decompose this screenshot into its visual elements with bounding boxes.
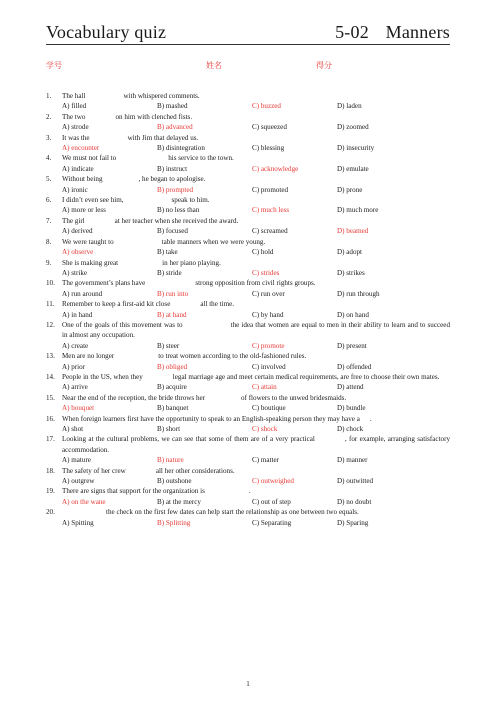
question-text (62, 351, 450, 361)
question-stem-before: When foreign learners first have the opportunity to speak to an English-speaking person they may have a (62, 414, 360, 423)
correct-option: B) nature (157, 456, 184, 465)
option: B) steer (157, 341, 180, 350)
question-item (46, 174, 450, 195)
question-item (46, 351, 450, 372)
option-row (46, 122, 450, 132)
option: C) hold (252, 248, 274, 257)
option-row (46, 382, 450, 392)
question-item (46, 466, 450, 487)
question-stem-before: The government’s plans have (62, 279, 146, 288)
option: D) on hand (337, 310, 369, 319)
question-stem-before: Men are no longer (62, 352, 115, 361)
question-stem-after: all her other considerations. (155, 466, 235, 475)
correct-option: C) outweighed (252, 477, 294, 486)
question-item (46, 393, 450, 414)
question-text (62, 195, 450, 205)
correct-option: A) observe (62, 248, 94, 257)
question-stem-before: One of the goals of this movement was to (62, 320, 183, 329)
option-row (46, 268, 450, 278)
question-item (46, 237, 450, 258)
question-stem-after: . (248, 487, 251, 496)
option: B) banquet (157, 404, 189, 413)
question-text (62, 372, 450, 382)
option: C) Separating (252, 518, 292, 527)
option: C) involved (252, 362, 286, 371)
question-item (46, 372, 450, 393)
question-item (46, 153, 450, 174)
option-row (46, 101, 450, 111)
option-row (46, 289, 450, 299)
option-row (46, 497, 450, 507)
option: D) zoomed (337, 123, 369, 132)
question-item (46, 195, 450, 216)
question-item (46, 486, 450, 507)
question-text (62, 174, 450, 184)
option: D) strikes (337, 268, 365, 277)
question-text (62, 153, 450, 163)
question-stem-before: The safety of her crew (62, 466, 126, 475)
question-number: 7. (46, 216, 52, 225)
option-row (46, 455, 450, 465)
option-row (46, 164, 450, 174)
question-text (62, 466, 450, 476)
page-header (46, 22, 450, 45)
question-item (46, 133, 450, 154)
question-item (46, 299, 450, 320)
correct-option: B) prompted (157, 185, 194, 194)
page-number: 1 (246, 680, 250, 688)
option-row (46, 341, 450, 351)
question-stem-before: There are signs that support for the organization is (62, 487, 205, 496)
question-stem-before: The hall (62, 92, 86, 100)
question-number: 18. (46, 466, 55, 475)
page-title: Vocabulary quiz (46, 22, 167, 42)
question-number: 15. (46, 393, 55, 402)
question-stem-after: . (369, 414, 372, 423)
option: D) chock (337, 425, 364, 433)
option: A) in hand (62, 310, 93, 319)
question-text (62, 112, 450, 122)
question-number: 1. (46, 92, 52, 100)
option: B) disintegration (157, 144, 205, 153)
question-number: 20. (46, 508, 55, 517)
question-number: 6. (46, 196, 52, 205)
correct-option: A) encounter (62, 144, 100, 153)
question-stem-before: I didn’t even see him, (62, 196, 124, 205)
question-stem-before: She is making great (62, 258, 119, 267)
option: A) derived (62, 227, 93, 236)
option: A) run around (62, 289, 103, 298)
option: B) at the mercy (157, 497, 201, 506)
option-row (46, 143, 450, 153)
student-info-row (46, 60, 450, 72)
question-number: 8. (46, 237, 52, 246)
question-stem-before: The girl (62, 216, 85, 225)
option: D) offended (337, 362, 372, 371)
option-row (46, 226, 450, 236)
question-number: 12. (46, 320, 55, 329)
question-item (46, 320, 450, 351)
question-stem-after: his service to the town. (168, 154, 234, 163)
question-item (46, 216, 450, 237)
question-stem-after: , for example, arranging satisfactory accommodation. (62, 435, 450, 454)
correct-option: B) at hand (157, 310, 187, 319)
correct-option: B) run into (157, 289, 189, 298)
question-item (46, 258, 450, 279)
question-number: 4. (46, 154, 52, 163)
question-stem-before: We were taught to (62, 237, 114, 246)
question-number: 5. (46, 175, 52, 184)
correct-option: C) strides (252, 268, 280, 277)
question-text (62, 414, 450, 424)
option: D) bundle (337, 404, 366, 413)
option: D) laden (337, 102, 362, 111)
name-label: 姓名 (206, 61, 222, 70)
question-item (46, 507, 450, 528)
question-text (62, 278, 450, 288)
unit-heading (335, 22, 450, 43)
option-row (46, 310, 450, 320)
question-item (46, 278, 450, 299)
correct-option: B) Splitting (157, 518, 191, 527)
correct-option: B) advanced (157, 123, 193, 132)
question-stem-after: of flowers to the unwed bridesmaids. (241, 393, 347, 402)
option: A) strode (62, 123, 89, 132)
question-number: 2. (46, 112, 52, 121)
question-stem-after: with Jim that delayed us. (127, 133, 199, 142)
option-row (46, 185, 450, 195)
unit-topic: Manners (385, 22, 450, 42)
question-number: 11. (46, 300, 55, 309)
question-text (62, 320, 450, 341)
option: D) manner (337, 456, 368, 465)
unit-number: 5-02 (335, 22, 369, 42)
option: A) mature (62, 456, 91, 465)
option: A) shot (62, 425, 84, 433)
question-item (46, 112, 450, 133)
correct-option: D) beamed (337, 227, 369, 236)
option-row (46, 424, 450, 434)
option: B) outshone (157, 477, 192, 486)
question-text (62, 91, 450, 101)
option: B) acquire (157, 383, 187, 392)
question-stem-after: with whispered comments. (123, 92, 200, 100)
correct-option: C) promote (252, 341, 285, 350)
question-stem-after: all the time. (200, 300, 235, 309)
question-text (62, 299, 450, 309)
student-id-label: 学号 (46, 61, 62, 70)
option-row (46, 362, 450, 372)
question-stem-before: It was the (62, 133, 90, 142)
option: D) adopt (337, 248, 363, 257)
option-row (46, 476, 450, 486)
question-text (62, 486, 450, 496)
correct-option: A) bouquet (62, 404, 95, 413)
option: D) run through (337, 289, 380, 298)
correct-option: A) on the wane (62, 497, 106, 506)
question-stem-before: The two (62, 112, 86, 121)
option: C) blessing (252, 144, 285, 153)
question-number: 9. (46, 258, 52, 267)
option: C) boutique (252, 404, 286, 413)
option: A) filled (62, 102, 87, 111)
question-number: 14. (46, 372, 55, 381)
question-stem-after: in her piano playing. (162, 258, 221, 267)
option: C) by hand (252, 310, 284, 319)
question-stem-after: the check on the first few dates can help start the relationship as one between two equals. (106, 508, 359, 517)
question-text (62, 258, 450, 268)
score-label: 得分 (316, 61, 332, 70)
question-stem-after: table manners when we were young. (161, 237, 266, 246)
question-stem-after: to treat women according to the old-fashioned rules. (158, 352, 307, 361)
question-text (62, 434, 450, 455)
question-list (46, 91, 450, 528)
option: D) present (337, 341, 367, 350)
option: A) arrive (62, 383, 88, 392)
correct-option: C) shock (252, 425, 278, 433)
option: B) no less than (157, 206, 200, 215)
question-number: 3. (46, 133, 52, 142)
option: D) insecurity (337, 144, 375, 153)
question-item (46, 91, 450, 112)
option: D) no doubt (337, 497, 372, 506)
option: B) instruct (157, 164, 188, 173)
correct-option: C) much less (252, 206, 290, 215)
question-stem-before: Near the end of the reception, the bride throws her (62, 393, 206, 402)
option: C) squeezed (252, 123, 287, 132)
question-stem-before: Looking at the cultural problems, we can see that some of them are of a very practical (62, 435, 315, 444)
question-number: 10. (46, 279, 55, 288)
option: C) promoted (252, 185, 289, 194)
option: C) screamed (252, 227, 288, 236)
option: A) Spitting (62, 518, 94, 527)
question-stem-after: legal marriage age and meet certain medical requirements, are free to choose their own mates. (172, 372, 440, 381)
option: B) short (157, 425, 181, 433)
option: A) strike (62, 268, 88, 277)
question-text (62, 507, 450, 517)
question-stem-after: speak to him. (171, 196, 210, 205)
option: B) stride (157, 268, 182, 277)
option: D) emulate (337, 164, 369, 173)
option: D) Sparing (337, 518, 369, 527)
question-text (62, 393, 450, 403)
option: D) outwitted (337, 477, 374, 486)
correct-option: C) acknowledge (252, 164, 299, 173)
option: C) run over (252, 289, 285, 298)
question-number: 19. (46, 487, 55, 496)
option: B) focused (157, 227, 188, 236)
option: D) attend (337, 383, 364, 392)
option: A) indicate (62, 164, 94, 173)
question-stem-after: strong opposition from civil rights groups. (195, 279, 316, 288)
question-stem-before: Remember to keep a first-aid kit close (62, 300, 171, 309)
option: D) much more (337, 206, 379, 215)
question-item (46, 414, 450, 435)
question-number: 13. (46, 352, 55, 361)
option: C) out of step (252, 497, 291, 506)
question-text (62, 216, 450, 226)
option: A) ironic (62, 185, 88, 194)
option: C) matter (252, 456, 279, 465)
correct-option: C) attain (252, 383, 277, 392)
question-number: 17. (46, 435, 55, 444)
option: D) prone (337, 185, 363, 194)
question-stem-after: the idea that women are equal to men in their ability to learn and to succeed in almost any occupation. (62, 320, 450, 340)
option: A) prior (62, 362, 86, 371)
option-row (46, 247, 450, 257)
question-stem-after: at her teacher when she received the award. (114, 216, 239, 225)
question-stem-before: Without being (62, 175, 103, 184)
question-item (46, 434, 450, 465)
correct-option: C) buzzed (252, 102, 281, 111)
question-stem-after: on him with clenched fists. (115, 112, 193, 121)
option-row (46, 205, 450, 215)
option-row (46, 403, 450, 413)
option: A) outgrew (62, 477, 95, 486)
option: A) more or less (62, 206, 106, 215)
option: B) take (157, 248, 178, 257)
option: B) mashed (157, 102, 188, 111)
question-text (62, 133, 450, 143)
question-stem-before: We must not fail to (62, 154, 117, 163)
question-stem-before: People in the US, when they (62, 372, 143, 381)
question-number: 16. (46, 414, 55, 423)
question-stem-after: , he began to apologise. (138, 175, 206, 184)
option-row (46, 518, 450, 528)
question-text (62, 237, 450, 247)
correct-option: B) obliged (157, 362, 188, 371)
option: A) create (62, 341, 89, 350)
